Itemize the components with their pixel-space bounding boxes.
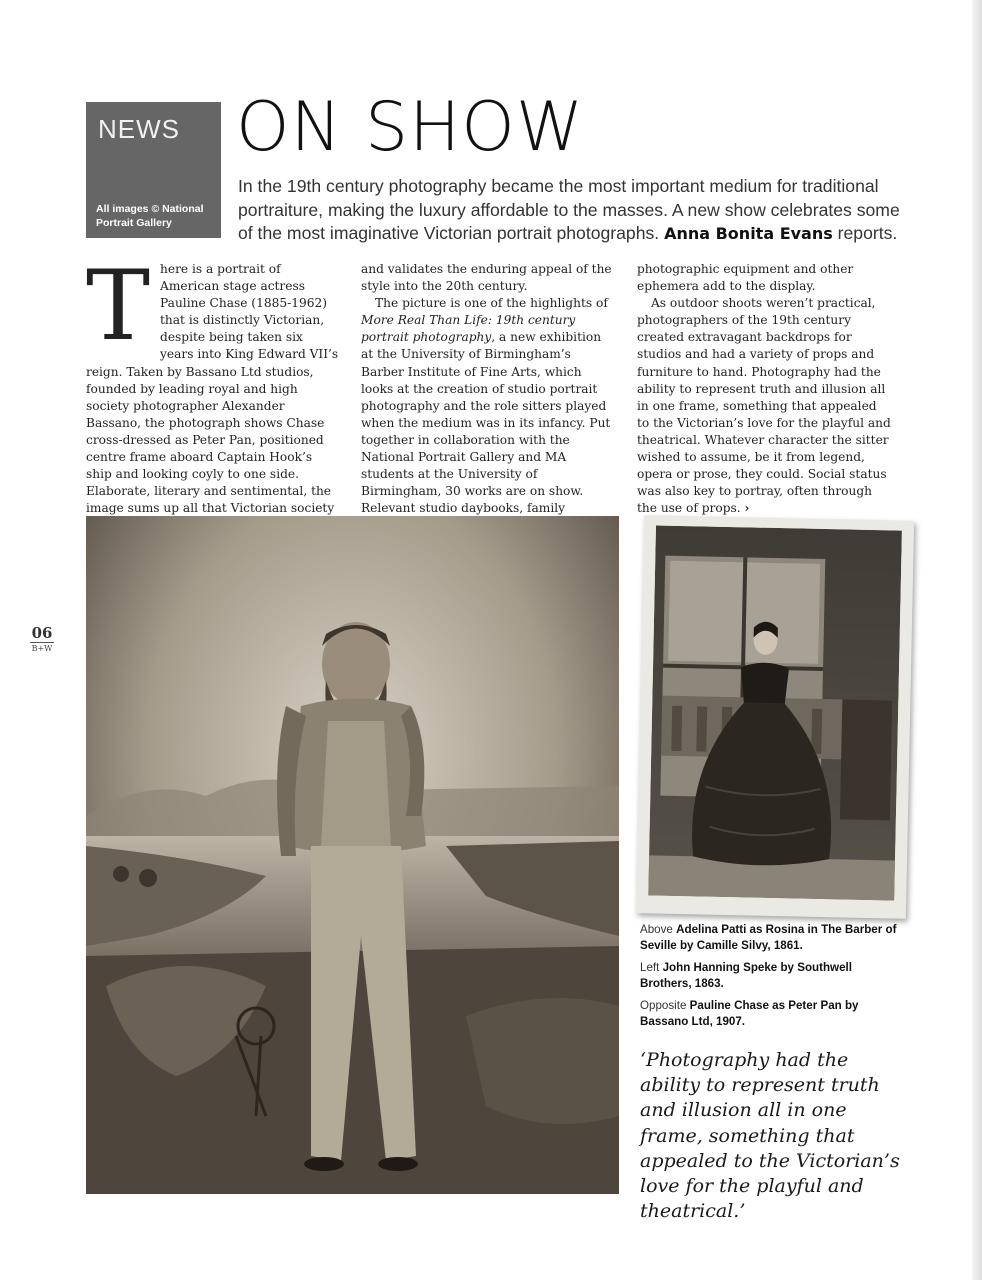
byline-suffix: reports.	[832, 223, 898, 243]
continue-arrow-icon: ›	[744, 501, 750, 516]
caption-left	[640, 960, 900, 992]
portrait-woman-illustration	[648, 525, 902, 900]
caption-tag: Left	[640, 961, 660, 974]
body-column-1	[86, 250, 340, 535]
body-col2-para2-start: The picture is one of the highlights of	[375, 296, 608, 311]
standfirst-text: In the 19th century photography became the most important medium for traditional portraiture, making the luxury affordable to the masses. A new show celebrates some of the most imaginative Victorian portrait photographs.	[238, 176, 900, 243]
portrait-man-illustration	[86, 516, 619, 1194]
headline: ON SHOW	[236, 88, 585, 167]
body-col2-para2	[361, 295, 615, 534]
main-portrait-photo	[86, 516, 619, 1194]
page-number: 06	[31, 624, 53, 642]
caption-opposite	[640, 998, 900, 1030]
caption-text: John Hanning Speke by Southwell Brothers, 1863.	[640, 961, 852, 990]
exhibition-title: More Real Than Life: 19th century portrait photography	[361, 313, 576, 345]
section-label: NEWS	[98, 114, 180, 144]
byline: Anna Bonita Evans	[664, 224, 833, 243]
body-col3-para2	[637, 295, 891, 517]
image-credit: All images © National Portrait Gallery	[96, 203, 204, 229]
body-col2-para2-rest: , a new exhibition at the University of Birmingham’s Barber Institute of Fine Arts, which looks at the creation of studio portrait photography and the role sitters played when the medium was in its infancy. Put together in collaboration with the National Portrait Gallery and MA students at the University of Birmingham, 30 works are on show. Relevant studio daybooks, family	[361, 330, 611, 516]
magazine-mark: B+W	[31, 644, 53, 653]
caption-tag: Above	[640, 923, 673, 936]
section-box	[86, 102, 221, 238]
page-spine-shadow	[972, 0, 982, 1280]
caption-text: Pauline Chase as Peter Pan by Bassano Ltd, 1907.	[640, 999, 859, 1028]
body-col3-para2-text: As outdoor shoots weren’t practical, photographers of the 19th century created extravagant backdrops for studios and had a variety of props and furniture to hand. Photography had the ability to represent truth and illusion all in one frame, something that appealed to the Victorian’s love for the playful and theatrical. Whatever character the sitter wished to assume, be it from legend, opera or prose, they could. Social status was also key to portray, often through the use of props.	[637, 296, 891, 516]
caption-above	[640, 922, 900, 954]
body-column-3	[637, 261, 891, 517]
body-col2-para1: and validates the enduring appeal of the style into the 20th century.	[361, 262, 612, 294]
caption-tag: Opposite	[640, 999, 687, 1012]
captions	[640, 922, 900, 1036]
body-col3-para1: photographic equipment and other ephemera add to the display.	[637, 262, 854, 294]
folio	[30, 624, 54, 653]
body-column-2	[361, 261, 615, 535]
drop-cap: T	[86, 250, 151, 362]
caption-text: Adelina Patti as Rosina in The Barber of Seville by Camille Silvy, 1861.	[640, 923, 897, 952]
standfirst	[238, 175, 908, 246]
card-photo	[636, 515, 914, 919]
pull-quote: ‘Photography had the ability to represent truth and illusion all in one frame, something that appealed to the Victorian’s love for the playful and theatrical.’	[640, 1049, 900, 1223]
body-col1-text: here is a portrait of American stage actress Pauline Chase (1885-1962) that is distinctly Victorian, despite being taken six years into King Edward VII’s reign. Taken by Bassano Ltd studios, founded by leading royal and high society photographer Alexander Bassano, the photograph shows Chase cross-dressed as Peter Pan, positioned centre frame aboard Captain Hook’s ship and looking coyly to one side. Elaborate, literary and sentimental, the image sums up all that Victorian society	[86, 262, 339, 516]
